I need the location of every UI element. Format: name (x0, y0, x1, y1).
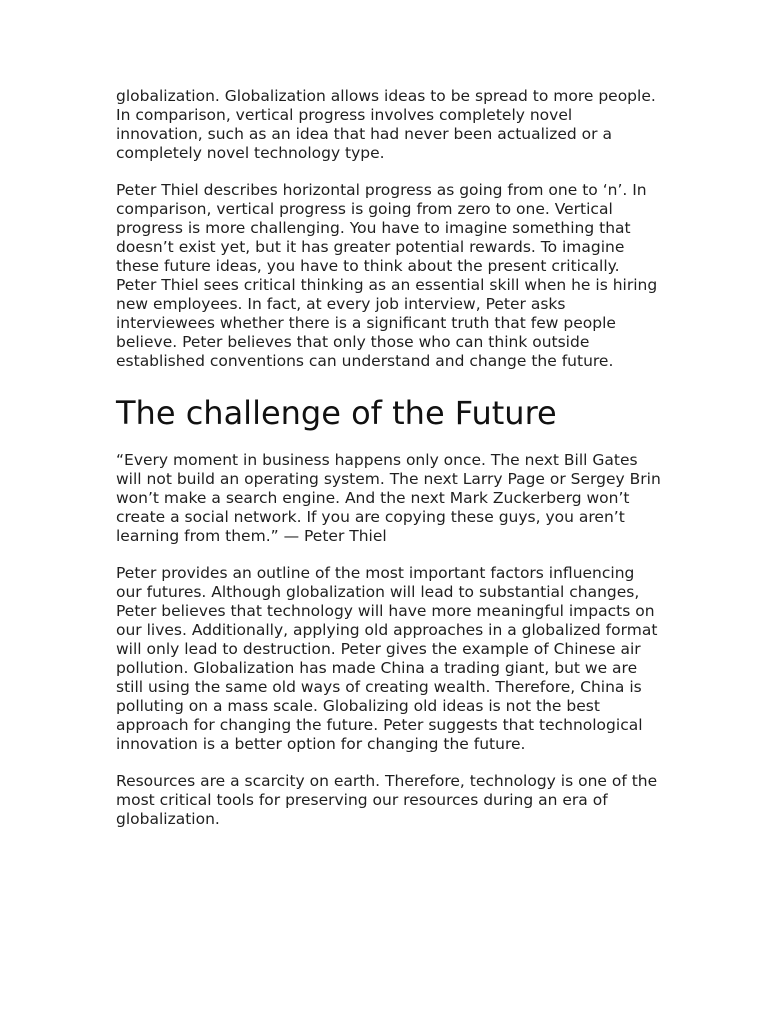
paragraph-horizontal-vertical-progress: Peter Thiel describes horizontal progress as going from one to ‘n’. In comparison, vertical progress is going from zero to one. Vertical progress is more challenging. You have to imagine something that doesn’t exist yet, but it has greater potential rewards. To imagine these future ideas, you have to think about the present critically. Peter Thiel sees critical thinking as an essential skill when he is hiring new employees. In fact, at every job interview, Peter asks interviewees whether there is a significant truth that few people believe. Peter believes that only those who can think outside established conventions can understand and change the future. (116, 181, 658, 370)
document-page (116, 87, 661, 847)
paragraph-future-factors: Peter provides an outline of the most important factors influencing our futures. Although globalization will lead to substantial changes, Peter believes that technology will have more meaningful impacts on our lives. Additionally, applying old approaches in a globalized format will only lead to destruction. Peter gives the example of Chinese air pollution. Globalization has made China a trading giant, but we are still using the same old ways of creating wealth. Therefore, China is polluting on a mass scale. Globalizing old ideas is not the best approach for changing the future. Peter suggests that technological innovation is a better option for changing the future. (116, 564, 658, 753)
paragraph-globalization-intro: globalization. Globalization allows ideas to be spread to more people. In comparison, vertical progress involves completely novel innovation, such as an idea that had never been actualized or a completely novel technology type. (116, 87, 656, 162)
paragraph-quote: “Every moment in business happens only once. The next Bill Gates will not build an operating system. The next Larry Page or Sergey Brin won’t make a search engine. And the next Mark Zuckerberg won’t create a social network. If you are copying these guys, you aren’t learning from them.” — Peter Thiel (116, 451, 661, 545)
section-heading: The challenge of the Future (116, 394, 557, 432)
paragraph-resources: Resources are a scarcity on earth. Therefore, technology is one of the most critical tools for preserving our resources during an era of globalization. (116, 772, 658, 828)
